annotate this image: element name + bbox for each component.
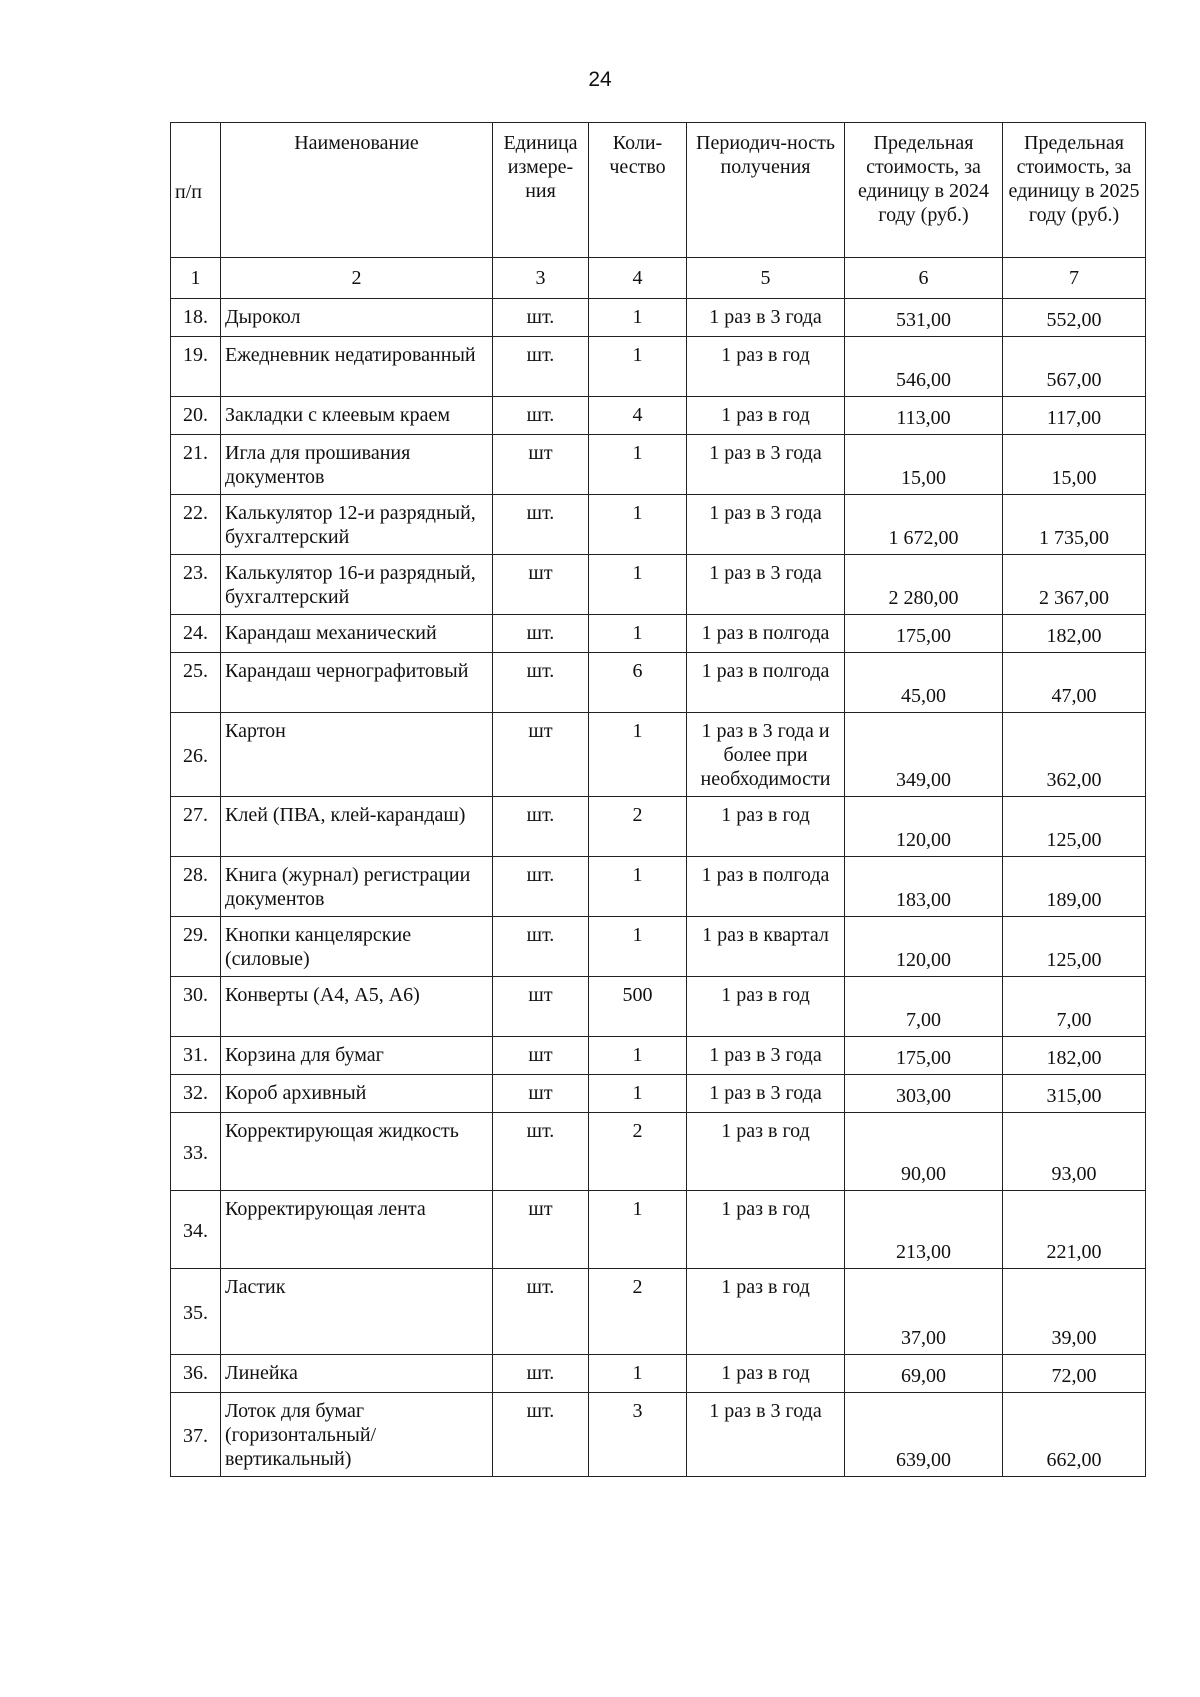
supplies-table xyxy=(170,122,1146,1477)
quantity: 2 xyxy=(589,1269,687,1355)
quantity: 2 xyxy=(589,797,687,857)
row-number: 30. xyxy=(171,977,221,1037)
column-number-row xyxy=(171,258,1146,299)
unit: шт. xyxy=(493,1355,589,1393)
price-2025: 15,00 xyxy=(1003,435,1146,495)
quantity: 1 xyxy=(589,555,687,615)
quantity: 1 xyxy=(589,299,687,337)
item-name: Короб архивный xyxy=(221,1075,493,1113)
quantity: 1 xyxy=(589,615,687,653)
unit: шт. xyxy=(493,797,589,857)
periodicity: 1 раз в 3 года xyxy=(687,299,845,337)
price-2024: 546,00 xyxy=(845,337,1003,397)
item-name: Клей (ПВА, клей-карандаш) xyxy=(221,797,493,857)
header-unit: Единица измере-ния xyxy=(493,123,589,258)
quantity: 3 xyxy=(589,1393,687,1477)
header-num: п/п xyxy=(171,123,221,258)
header-name: Наименование xyxy=(221,123,493,258)
quantity: 1 xyxy=(589,1037,687,1075)
row-number: 22. xyxy=(171,495,221,555)
row-number: 26. xyxy=(171,713,221,797)
unit: шт. xyxy=(493,857,589,917)
unit: шт xyxy=(493,977,589,1037)
quantity: 1 xyxy=(589,1191,687,1269)
row-number: 36. xyxy=(171,1355,221,1393)
unit: шт. xyxy=(493,653,589,713)
column-number: 4 xyxy=(589,258,687,299)
item-name: Дырокол xyxy=(221,299,493,337)
table-row xyxy=(171,615,1146,653)
item-name: Закладки с клеевым краем xyxy=(221,397,493,435)
table-row xyxy=(171,1037,1146,1075)
periodicity: 1 раз в год xyxy=(687,337,845,397)
column-number: 1 xyxy=(171,258,221,299)
periodicity: 1 раз в полгода xyxy=(687,615,845,653)
periodicity: 1 раз в год xyxy=(687,1191,845,1269)
row-number: 24. xyxy=(171,615,221,653)
unit: шт. xyxy=(493,299,589,337)
periodicity: 1 раз в год xyxy=(687,397,845,435)
unit: шт. xyxy=(493,1113,589,1191)
table-row xyxy=(171,495,1146,555)
unit: шт. xyxy=(493,495,589,555)
price-2024: 213,00 xyxy=(845,1191,1003,1269)
item-name: Лоток для бумаг (горизонтальный/ вертикальный) xyxy=(221,1393,493,1477)
price-2024: 37,00 xyxy=(845,1269,1003,1355)
periodicity: 1 раз в год xyxy=(687,1113,845,1191)
periodicity: 1 раз в полгода xyxy=(687,653,845,713)
price-2025: 125,00 xyxy=(1003,917,1146,977)
row-number: 25. xyxy=(171,653,221,713)
price-2025: 2 367,00 xyxy=(1003,555,1146,615)
unit: шт. xyxy=(493,337,589,397)
price-2025: 117,00 xyxy=(1003,397,1146,435)
row-number: 33. xyxy=(171,1113,221,1191)
price-2025: 7,00 xyxy=(1003,977,1146,1037)
row-number: 35. xyxy=(171,1269,221,1355)
unit: шт xyxy=(493,435,589,495)
price-2025: 93,00 xyxy=(1003,1113,1146,1191)
price-2024: 113,00 xyxy=(845,397,1003,435)
unit: шт. xyxy=(493,615,589,653)
quantity: 1 xyxy=(589,713,687,797)
price-2024: 175,00 xyxy=(845,615,1003,653)
table-row xyxy=(171,797,1146,857)
header-qty: Коли-чество xyxy=(589,123,687,258)
price-2025: 125,00 xyxy=(1003,797,1146,857)
price-2025: 552,00 xyxy=(1003,299,1146,337)
periodicity: 1 раз в год xyxy=(687,797,845,857)
header-price-2024: Предельная стоимость, за единицу в 2024 году (руб.) xyxy=(845,123,1003,258)
row-number: 18. xyxy=(171,299,221,337)
row-number: 37. xyxy=(171,1393,221,1477)
price-2024: 90,00 xyxy=(845,1113,1003,1191)
unit: шт xyxy=(493,713,589,797)
row-number: 27. xyxy=(171,797,221,857)
price-2025: 47,00 xyxy=(1003,653,1146,713)
quantity: 1 xyxy=(589,337,687,397)
quantity: 1 xyxy=(589,1355,687,1393)
periodicity: 1 раз в 3 года xyxy=(687,1075,845,1113)
column-number: 2 xyxy=(221,258,493,299)
header-row xyxy=(171,123,1146,258)
price-2024: 639,00 xyxy=(845,1393,1003,1477)
price-2024: 2 280,00 xyxy=(845,555,1003,615)
item-name: Карандаш механический xyxy=(221,615,493,653)
unit: шт xyxy=(493,555,589,615)
column-number: 3 xyxy=(493,258,589,299)
item-name: Ежедневник недатированный xyxy=(221,337,493,397)
item-name: Корректирующая жидкость xyxy=(221,1113,493,1191)
table-row xyxy=(171,299,1146,337)
row-number: 21. xyxy=(171,435,221,495)
table-row xyxy=(171,397,1146,435)
quantity: 1 xyxy=(589,495,687,555)
periodicity: 1 раз в полгода xyxy=(687,857,845,917)
table-row xyxy=(171,435,1146,495)
row-number: 19. xyxy=(171,337,221,397)
price-2024: 183,00 xyxy=(845,857,1003,917)
periodicity: 1 раз в 3 года xyxy=(687,495,845,555)
column-number: 5 xyxy=(687,258,845,299)
table-row xyxy=(171,857,1146,917)
periodicity: 1 раз в 3 года xyxy=(687,555,845,615)
price-2025: 182,00 xyxy=(1003,1037,1146,1075)
quantity: 1 xyxy=(589,857,687,917)
column-number: 7 xyxy=(1003,258,1146,299)
quantity: 1 xyxy=(589,917,687,977)
periodicity: 1 раз в 3 года xyxy=(687,435,845,495)
quantity: 4 xyxy=(589,397,687,435)
unit: шт. xyxy=(493,1269,589,1355)
quantity: 1 xyxy=(589,1075,687,1113)
unit: шт xyxy=(493,1037,589,1075)
price-2025: 72,00 xyxy=(1003,1355,1146,1393)
price-2025: 39,00 xyxy=(1003,1269,1146,1355)
table-row xyxy=(171,337,1146,397)
price-2025: 315,00 xyxy=(1003,1075,1146,1113)
price-2025: 182,00 xyxy=(1003,615,1146,653)
price-2024: 120,00 xyxy=(845,917,1003,977)
item-name: Ластик xyxy=(221,1269,493,1355)
price-2025: 221,00 xyxy=(1003,1191,1146,1269)
price-2024: 45,00 xyxy=(845,653,1003,713)
header-period: Периодич-ность получения xyxy=(687,123,845,258)
periodicity: 1 раз в 3 года и более при необходимости xyxy=(687,713,845,797)
row-number: 31. xyxy=(171,1037,221,1075)
price-2024: 1 672,00 xyxy=(845,495,1003,555)
table-row xyxy=(171,1075,1146,1113)
item-name: Кнопки канцелярские (силовые) xyxy=(221,917,493,977)
item-name: Карандаш чернографитовый xyxy=(221,653,493,713)
quantity: 6 xyxy=(589,653,687,713)
item-name: Конверты (А4, А5, А6) xyxy=(221,977,493,1037)
unit: шт xyxy=(493,1075,589,1113)
item-name: Линейка xyxy=(221,1355,493,1393)
table-row xyxy=(171,1191,1146,1269)
price-2025: 189,00 xyxy=(1003,857,1146,917)
item-name: Калькулятор 12-и разрядный, бухгалтерский xyxy=(221,495,493,555)
column-number: 6 xyxy=(845,258,1003,299)
price-2024: 69,00 xyxy=(845,1355,1003,1393)
periodicity: 1 раз в год xyxy=(687,1269,845,1355)
item-name: Корректирующая лента xyxy=(221,1191,493,1269)
table-row xyxy=(171,917,1146,977)
unit: шт xyxy=(493,1191,589,1269)
price-2024: 303,00 xyxy=(845,1075,1003,1113)
row-number: 32. xyxy=(171,1075,221,1113)
table-row xyxy=(171,1393,1146,1477)
table-row xyxy=(171,1113,1146,1191)
item-name: Игла для прошивания документов xyxy=(221,435,493,495)
item-name: Корзина для бумаг xyxy=(221,1037,493,1075)
price-2024: 120,00 xyxy=(845,797,1003,857)
table-row xyxy=(171,1355,1146,1393)
row-number: 29. xyxy=(171,917,221,977)
item-name: Книга (журнал) регистрации документов xyxy=(221,857,493,917)
periodicity: 1 раз в 3 года xyxy=(687,1393,845,1477)
price-2024: 7,00 xyxy=(845,977,1003,1037)
table-row xyxy=(171,977,1146,1037)
row-number: 20. xyxy=(171,397,221,435)
item-name: Картон xyxy=(221,713,493,797)
quantity: 2 xyxy=(589,1113,687,1191)
periodicity: 1 раз в квартал xyxy=(687,917,845,977)
item-name: Калькулятор 16-и разрядный, бухгалтерский xyxy=(221,555,493,615)
table-row xyxy=(171,653,1146,713)
table-row xyxy=(171,555,1146,615)
header-price-2025: Предельная стоимость, за единицу в 2025 году (руб.) xyxy=(1003,123,1146,258)
price-2024: 15,00 xyxy=(845,435,1003,495)
price-2024: 531,00 xyxy=(845,299,1003,337)
unit: шт. xyxy=(493,1393,589,1477)
row-number: 28. xyxy=(171,857,221,917)
price-2025: 662,00 xyxy=(1003,1393,1146,1477)
row-number: 23. xyxy=(171,555,221,615)
row-number: 34. xyxy=(171,1191,221,1269)
quantity: 1 xyxy=(589,435,687,495)
table-row xyxy=(171,713,1146,797)
periodicity: 1 раз в 3 года xyxy=(687,1037,845,1075)
page-number: 24 xyxy=(588,68,612,91)
price-2024: 349,00 xyxy=(845,713,1003,797)
unit: шт. xyxy=(493,917,589,977)
periodicity: 1 раз в год xyxy=(687,1355,845,1393)
table-row xyxy=(171,1269,1146,1355)
price-2025: 567,00 xyxy=(1003,337,1146,397)
price-2024: 175,00 xyxy=(845,1037,1003,1075)
price-2025: 362,00 xyxy=(1003,713,1146,797)
unit: шт. xyxy=(493,397,589,435)
price-2025: 1 735,00 xyxy=(1003,495,1146,555)
periodicity: 1 раз в год xyxy=(687,977,845,1037)
quantity: 500 xyxy=(589,977,687,1037)
